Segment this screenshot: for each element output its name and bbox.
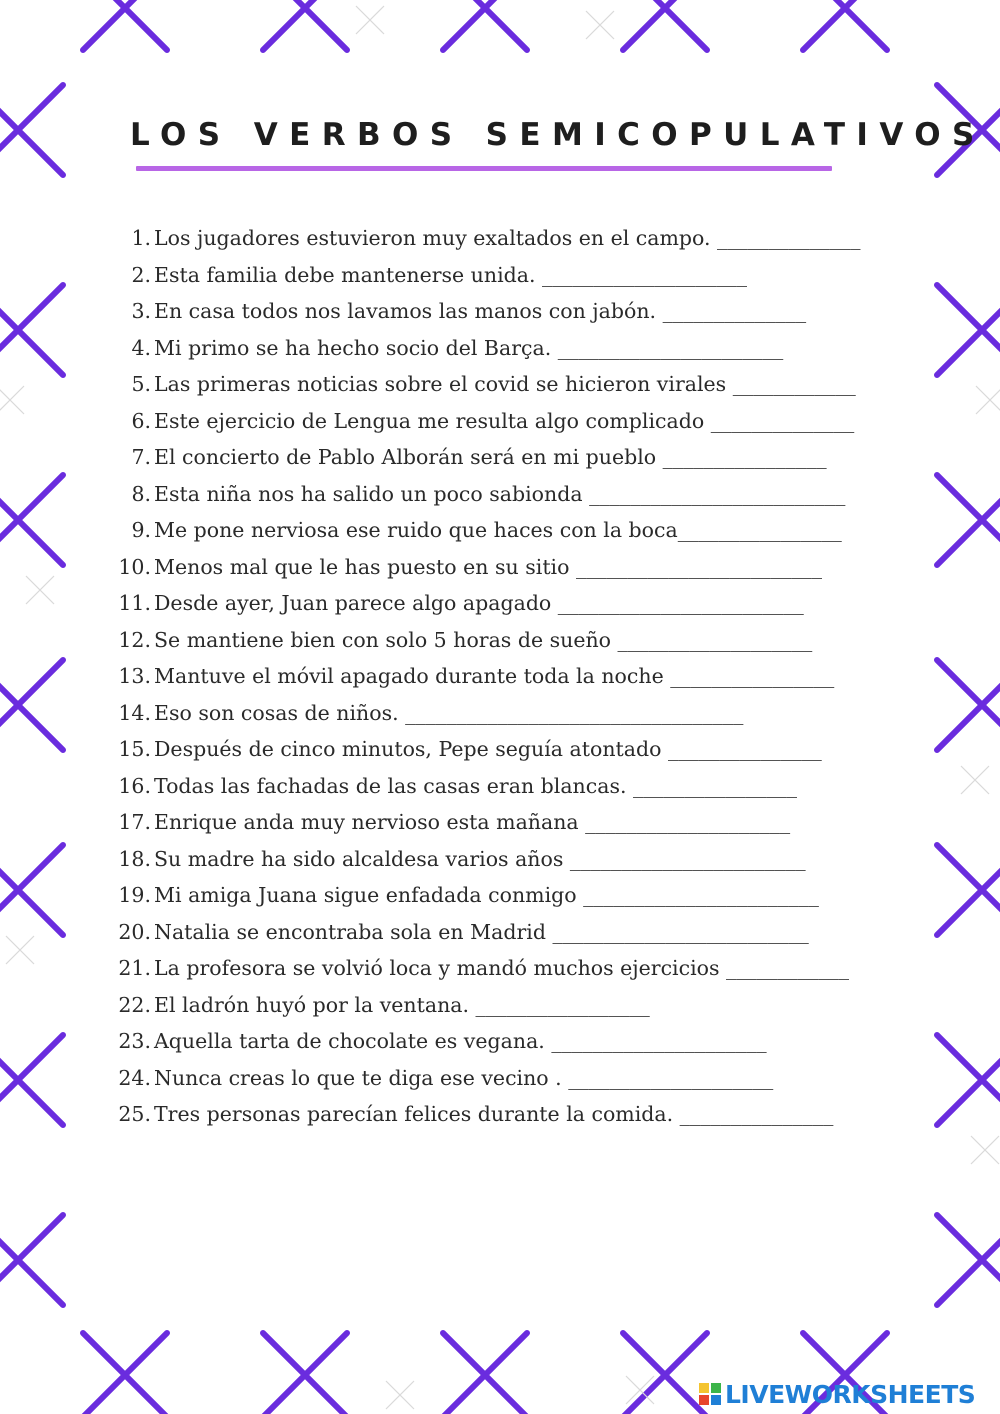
exercise-number: 10.	[118, 554, 151, 579]
faint-cross-decoration	[386, 1381, 414, 1409]
exercise-number: 14.	[118, 700, 151, 725]
exercise-text: Se mantiene bien con solo 5 horas de sueño ___________________	[154, 627, 813, 652]
exercise-number: 21.	[118, 956, 151, 980]
exercise-text: Mantuve el móvil apagado durante toda la noche ________________	[154, 664, 835, 688]
exercise-item	[112, 622, 912, 659]
exercise-text: Aquella tarta de chocolate es vegana. _____________________	[154, 1029, 767, 1053]
exercise-number: 12.	[118, 627, 151, 652]
exercise-number: 3.	[131, 299, 151, 323]
page-title: LOS VERBOS SEMICOPULATIVOS	[130, 117, 986, 153]
exercise-number: 20.	[118, 919, 151, 944]
exercise-text: Me pone nerviosa ese ruido que haces con la boca________________	[154, 518, 842, 542]
exercise-text: Nunca creas lo que te diga ese vecino . ____________________	[154, 1065, 774, 1090]
faint-cross-decoration	[961, 766, 989, 794]
exercise-item	[112, 220, 912, 257]
exercise-number: 18.	[118, 846, 151, 871]
exercise-text: Esta niña nos ha salido un poco sabionda _________________________	[154, 481, 846, 506]
exercise-text: Después de cinco minutos, Pepe seguía atontado _______________	[154, 737, 822, 761]
faint-cross-decoration	[6, 936, 34, 964]
exercise-text: Desde ayer, Juan parece algo apagado ________________________	[154, 591, 804, 615]
exercise-item	[112, 330, 912, 367]
exercise-text: Eso son cosas de niños. _________________________________	[154, 700, 744, 725]
cross-decoration	[443, 1333, 527, 1414]
exercise-item	[112, 366, 912, 403]
cross-decoration	[0, 660, 63, 750]
exercise-item	[112, 731, 912, 768]
exercise-number: 13.	[118, 664, 151, 688]
exercise-text: Esta familia debe mantenerse unida. ____________________	[154, 262, 748, 287]
cross-decoration	[0, 1215, 63, 1305]
cross-decoration	[83, 0, 167, 50]
faint-cross-decoration	[971, 1136, 999, 1164]
exercise-text: Mi amiga Juana sigue enfadada conmigo _______________________	[154, 883, 819, 907]
faint-cross-decoration	[356, 6, 384, 34]
exercise-item	[112, 950, 912, 987]
cross-decoration	[623, 0, 707, 50]
exercise-number: 22.	[118, 992, 151, 1017]
exercise-number: 2.	[131, 262, 151, 287]
exercise-item	[112, 768, 912, 805]
exercise-item	[112, 695, 912, 732]
faint-cross-decoration	[0, 386, 24, 414]
exercise-item	[112, 585, 912, 622]
exercise-number: 7.	[131, 445, 151, 469]
exercise-number: 24.	[118, 1065, 151, 1090]
exercise-item	[112, 403, 912, 440]
cross-decoration	[937, 475, 1000, 565]
exercise-item	[112, 293, 912, 330]
exercise-text: Todas las fachadas de las casas eran blancas. ________________	[154, 773, 798, 798]
exercise-text: Natalia se encontraba sola en Madrid _________________________	[154, 919, 809, 944]
exercise-item	[112, 658, 912, 695]
exercise-item	[112, 1060, 912, 1097]
exercise-number: 11.	[118, 591, 151, 615]
cross-decoration	[0, 85, 63, 175]
cross-decoration	[937, 1035, 1000, 1125]
exercise-item	[112, 804, 912, 841]
cross-decoration	[623, 1333, 707, 1414]
exercise-item	[112, 987, 912, 1024]
exercise-text: Este ejercicio de Lengua me resulta algo complicado ______________	[154, 408, 855, 433]
exercise-item	[112, 439, 912, 476]
exercise-text: El ladrón huyó por la ventana. _________________	[154, 992, 650, 1017]
exercise-number: 17.	[118, 810, 151, 834]
liveworksheets-brand[interactable]	[698, 1378, 975, 1410]
exercise-item	[112, 841, 912, 878]
exercise-number: 16.	[118, 773, 151, 798]
cross-decoration	[937, 845, 1000, 935]
faint-cross-decoration	[976, 386, 1000, 414]
cross-decoration	[263, 0, 347, 50]
faint-cross-decoration	[26, 576, 54, 604]
exercise-number: 5.	[131, 372, 151, 396]
exercise-number: 9.	[131, 518, 151, 542]
exercise-item	[112, 512, 912, 549]
exercise-text: En casa todos nos lavamos las manos con jabón. ______________	[154, 299, 807, 323]
exercise-number: 19.	[118, 883, 151, 907]
exercise-number: 15.	[118, 737, 151, 761]
cross-decoration	[443, 0, 527, 50]
exercise-text: Enrique anda muy nervioso esta mañana ____________________	[154, 810, 791, 834]
exercise-number: 1.	[131, 226, 151, 250]
cross-decoration	[937, 285, 1000, 375]
exercise-item	[112, 877, 912, 914]
faint-cross-decoration	[586, 11, 614, 39]
exercise-item	[112, 549, 912, 586]
exercise-item	[112, 914, 912, 951]
exercise-text: Mi primo se ha hecho socio del Barça. ______________________	[154, 335, 784, 360]
liveworksheets-logo-icon	[698, 1382, 722, 1406]
exercise-text: Menos mal que le has puesto en su sitio ________________________	[154, 554, 822, 579]
exercise-text: Las primeras noticias sobre el covid se hicieron virales ____________	[154, 372, 856, 396]
exercise-list	[112, 220, 912, 1133]
cross-decoration	[937, 660, 1000, 750]
exercise-text: El concierto de Pablo Alborán será en mi pueblo ________________	[154, 445, 827, 469]
exercise-text: Los jugadores estuvieron muy exaltados en el campo. ______________	[154, 226, 861, 250]
exercise-item	[112, 257, 912, 294]
exercise-number: 6.	[131, 408, 151, 433]
exercise-text: Su madre ha sido alcaldesa varios años _______________________	[154, 846, 806, 871]
exercise-number: 23.	[118, 1029, 151, 1053]
cross-decoration	[83, 1333, 167, 1414]
cross-decoration	[263, 1333, 347, 1414]
exercise-text: La profesora se volvió loca y mandó muchos ejercicios ____________	[154, 956, 850, 980]
exercise-number: 25.	[118, 1102, 151, 1126]
exercise-number: 8.	[131, 481, 151, 506]
cross-decoration	[0, 285, 63, 375]
title-underline	[136, 166, 832, 171]
cross-decoration	[0, 1035, 63, 1125]
cross-decoration	[0, 475, 63, 565]
exercise-text: Tres personas parecían felices durante la comida. _______________	[154, 1102, 834, 1126]
cross-decoration	[803, 0, 887, 50]
exercise-number: 4.	[131, 335, 151, 360]
brand-name: LIVEWORKSHEETS	[725, 1379, 976, 1409]
exercise-item	[112, 1096, 912, 1133]
exercise-item	[112, 476, 912, 513]
exercise-item	[112, 1023, 912, 1060]
cross-decoration	[937, 1215, 1000, 1305]
cross-decoration	[0, 845, 63, 935]
